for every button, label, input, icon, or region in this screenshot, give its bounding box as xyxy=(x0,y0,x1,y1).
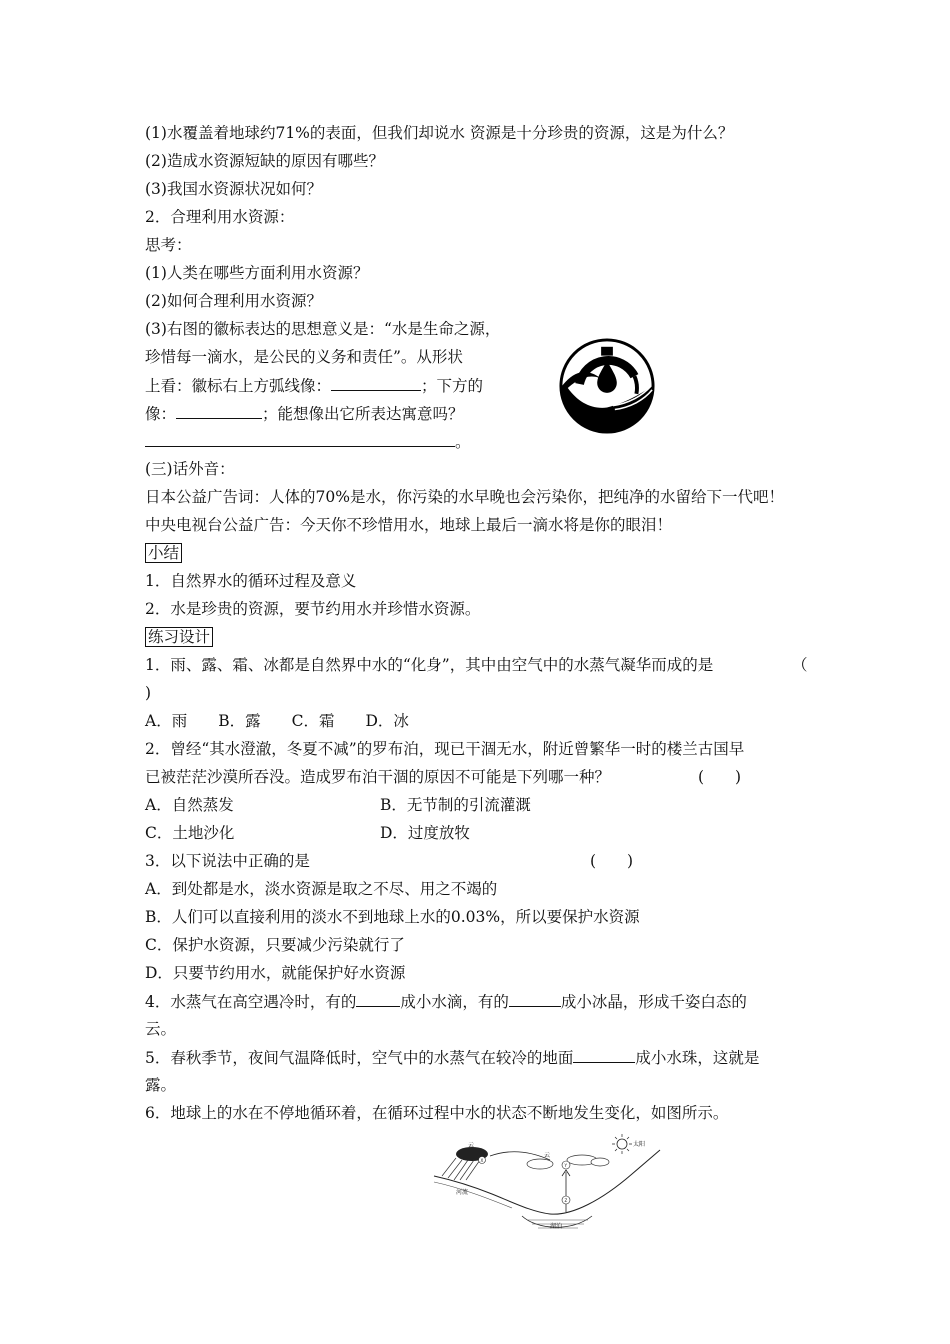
blank-bottom-shape[interactable] xyxy=(176,403,262,419)
heading-rational-use: 2．合理利用水资源： xyxy=(145,208,295,226)
cloud-mid-label: 云 xyxy=(544,1152,551,1159)
exercise-q4-line1: 4．水蒸气在高空遇冷时，有的 成小水滴，有的 成小冰晶，形成千姿白态的 xyxy=(145,993,747,1011)
exercise-q3-optC: C．保护水资源，只要减少污染就行了 xyxy=(145,936,405,954)
question-shortage-causes: (2)造成水资源短缺的原因有哪些？ xyxy=(145,152,384,170)
exercise-q3-optA: A．到处都是水，淡水资源是取之不尽、用之不竭的 xyxy=(145,880,498,898)
think-q3-line1: (3)右图的徽标表达的思想意义是：“水是生命之源， xyxy=(145,320,501,338)
think-q2: (2)如何合理利用水资源？ xyxy=(145,292,322,310)
aside-japan-ad: 日本公益广告词：人体的70%是水，你污染的水早晚也会污染你，把纯净的水留给下一代吧！ xyxy=(145,488,784,506)
blank-q4-1[interactable] xyxy=(356,991,400,1007)
sun-icon xyxy=(612,1134,632,1154)
think-q3-line5: 。 xyxy=(145,431,471,452)
exercise-q1-line2: ) xyxy=(145,684,152,702)
blank-meaning[interactable] xyxy=(145,431,455,447)
y-label: Y xyxy=(564,1163,567,1168)
z-label: Z xyxy=(564,1198,568,1203)
exercise-q5-line2: 露。 xyxy=(145,1076,177,1094)
exercise-q6-line: 6．地球上的水在不停地循环着，在循环过程中水的状态不断地发生变化，如图所示。 xyxy=(145,1104,729,1122)
exercise-q1-line1: 1．雨、露、霜、冰都是自然界中水的“化身”，其中由空气中的水蒸气凝华而成的是 xyxy=(145,656,714,674)
aside-cctv-ad: 中央电视台公益广告：今天你不珍惜用水，地球上最后一滴水将是你的眼泪！ xyxy=(145,516,673,534)
aside-heading: (三)话外音： xyxy=(145,460,235,478)
cloud-icon xyxy=(527,1159,553,1169)
summary-item-1: 1．自然界水的循环过程及意义 xyxy=(145,572,357,590)
exercise-q2-line2: 已被茫茫沙漠所吞没。造成罗布泊干涸的原因不可能是下列哪一种？ xyxy=(145,768,611,786)
exercise-q2-options-row1: A．自然蒸发 B．无节制的引流灌溉 xyxy=(145,796,531,814)
water-saving-emblem xyxy=(558,337,656,435)
exercise-q2-line1: 2．曾经“其水澄澈，冬夏不减”的罗布泊，现已干涸无水，附近曾繁华一时的楼兰古国早 xyxy=(145,740,745,758)
river-label: 河流 xyxy=(456,1189,469,1196)
think-label: 思考： xyxy=(145,236,192,254)
think-q3-line4: 像： ；能想像出它所表达寓意吗？ xyxy=(145,405,464,423)
exercise-q3-paren[interactable]: ( ) xyxy=(590,852,634,870)
think-q3-line3: 上看：徽标右上方弧线像： ；下方的 xyxy=(145,377,484,395)
think-q3-line2: 珍惜每一滴水，是公民的义务和责任”。从形状 xyxy=(145,348,463,366)
exercise-q1-paren[interactable]: （ xyxy=(792,656,808,674)
sun-label: 太阳 xyxy=(633,1141,646,1148)
summary-heading: 小结 xyxy=(145,543,182,563)
blank-q4-2[interactable] xyxy=(509,991,561,1007)
question-why-precious: (1)水覆盖着地球约71%的表面，但我们却说水 资源是十分珍贵的资源，这是为什么？ xyxy=(145,124,734,142)
lake-label: 湖泊 xyxy=(550,1223,563,1230)
exercise-q5-line1: 5．春秋季节，夜间气温降低时，空气中的水蒸气在较冷的地面 成小水珠，这就是 xyxy=(145,1049,760,1067)
question-china-status: (3)我国水资源状况如何？ xyxy=(145,180,322,198)
water-cycle-diagram xyxy=(432,1130,664,1242)
exercise-q3-optB: B．人们可以直接利用的淡水不到地球上水的0.03%，所以要保护水资源 xyxy=(145,908,640,926)
cloud-left-label: 云 xyxy=(468,1142,475,1149)
exercise-q4-line2: 云。 xyxy=(145,1020,177,1038)
exercise-q1-options: A．雨 B．露 C．霜 D．冰 xyxy=(145,712,409,730)
blank-arc[interactable] xyxy=(331,375,421,391)
exercise-q2-options-row2: C．土地沙化 D．过度放牧 xyxy=(145,824,470,842)
x-label: X xyxy=(480,1158,484,1163)
blank-q5[interactable] xyxy=(573,1047,635,1063)
exercise-heading: 练习设计 xyxy=(145,627,213,647)
summary-item-2: 2．水是珍贵的资源，要节约用水并珍惜水资源。 xyxy=(145,600,481,618)
exercise-q3-optD: D．只要节约用水，就能保护好水资源 xyxy=(145,964,406,982)
exercise-q2-paren[interactable]: ( ) xyxy=(698,768,742,786)
exercise-q3-line: 3．以下说法中正确的是 xyxy=(145,852,310,870)
think-q1: (1)人类在哪些方面利用水资源？ xyxy=(145,264,369,282)
